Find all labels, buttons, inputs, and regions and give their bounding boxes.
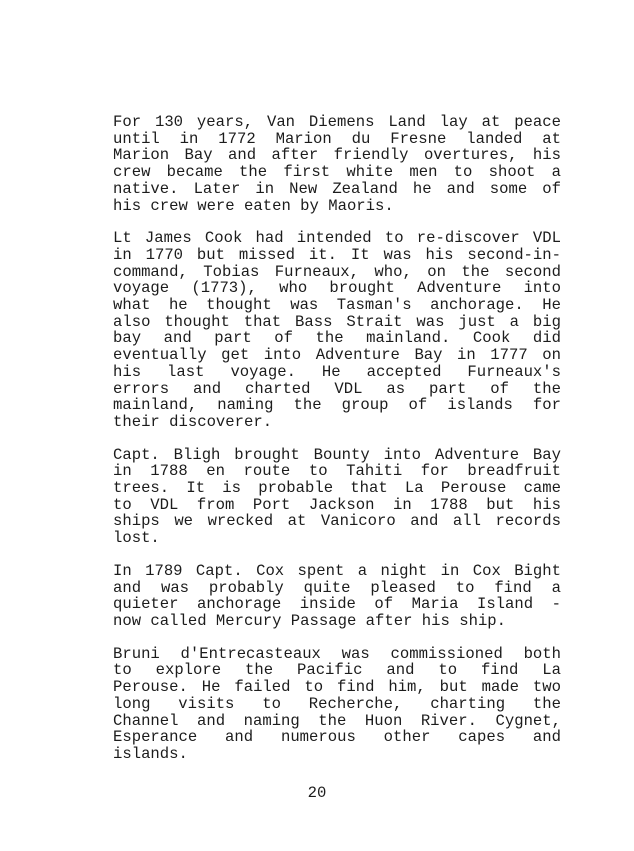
text-line: bay and part of the mainland. Cook did [113, 329, 561, 348]
text-line: For 130 years, Van Diemens Land lay at peace [113, 113, 561, 131]
text-line: voyage (1773), who brought Adventure into [113, 279, 561, 298]
page-number: 20 [307, 784, 327, 802]
text-line: Capt. Bligh brought Bounty into Adventure Bay [113, 445, 561, 464]
text-line: Channel and naming the Huon River. Cygnet, [113, 711, 561, 730]
text-line: mainland, naming the group of islands for [113, 396, 561, 415]
text-line: trees. It is probable that La Perouse came [113, 479, 561, 498]
text-line: Perouse. He failed to find him, but made two [113, 678, 561, 697]
text-line: errors and charted VDL as part of the [113, 379, 561, 398]
text-line: also thought that Bass Strait was just a big [113, 312, 561, 331]
text-line: eventually get into Adventure Bay in 1777 on [113, 346, 561, 365]
text-line: long visits to Recherche, charting the [113, 694, 561, 713]
text-line: crew became the first white men to shoot a [113, 163, 561, 182]
paragraph-marion-du-fresne [113, 114, 561, 214]
paragraph-james-cook [113, 230, 561, 430]
text-line: native. Later in New Zealand he and some of [113, 179, 561, 198]
paragraph-capt-cox [113, 563, 561, 630]
text-line: what he thought was Tasman's anchorage. He [113, 296, 561, 315]
text-line: and was probably quite pleased to find a [113, 578, 561, 597]
text-line: to explore the Pacific and to find La [113, 661, 561, 680]
paragraph-d-entrecasteaux [113, 646, 561, 763]
text-line: to VDL from Port Jackson in 1788 but his [113, 495, 561, 514]
text-line: until in 1772 Marion du Fresne landed at [113, 129, 561, 148]
text-line: lost. [113, 529, 160, 548]
paragraph-bligh-la-perouse [113, 447, 561, 547]
text-line: islands. [113, 744, 188, 763]
text-line: Marion Bay and after friendly overtures, his [113, 146, 561, 165]
text-line: Bruni d'Entrecasteaux was commissioned both [113, 644, 561, 663]
text-line: Lt James Cook had intended to re-discover VDL [113, 229, 561, 248]
text-line: his crew were eaten by Maoris. [113, 196, 394, 215]
text-line: in 1770 but missed it. It was his second-in- [113, 245, 561, 264]
text-line: their discoverer. [113, 412, 273, 431]
text-line: command, Tobias Furneaux, who, on the second [113, 262, 561, 281]
text-line: his last voyage. He accepted Furneaux's [113, 362, 561, 381]
text-line: in 1788 en route to Tahiti for breadfruit [113, 462, 561, 481]
text-line: now called Mercury Passage after his ship. [113, 611, 507, 630]
text-line: In 1789 Capt. Cox spent a night in Cox Bight [113, 561, 561, 580]
body-text [113, 114, 561, 779]
text-line: Esperance and numerous other capes and [113, 728, 561, 747]
text-line: ships we wrecked at Vanicoro and all records [113, 512, 561, 531]
text-line: quieter anchorage inside of Maria Island - [113, 595, 561, 614]
